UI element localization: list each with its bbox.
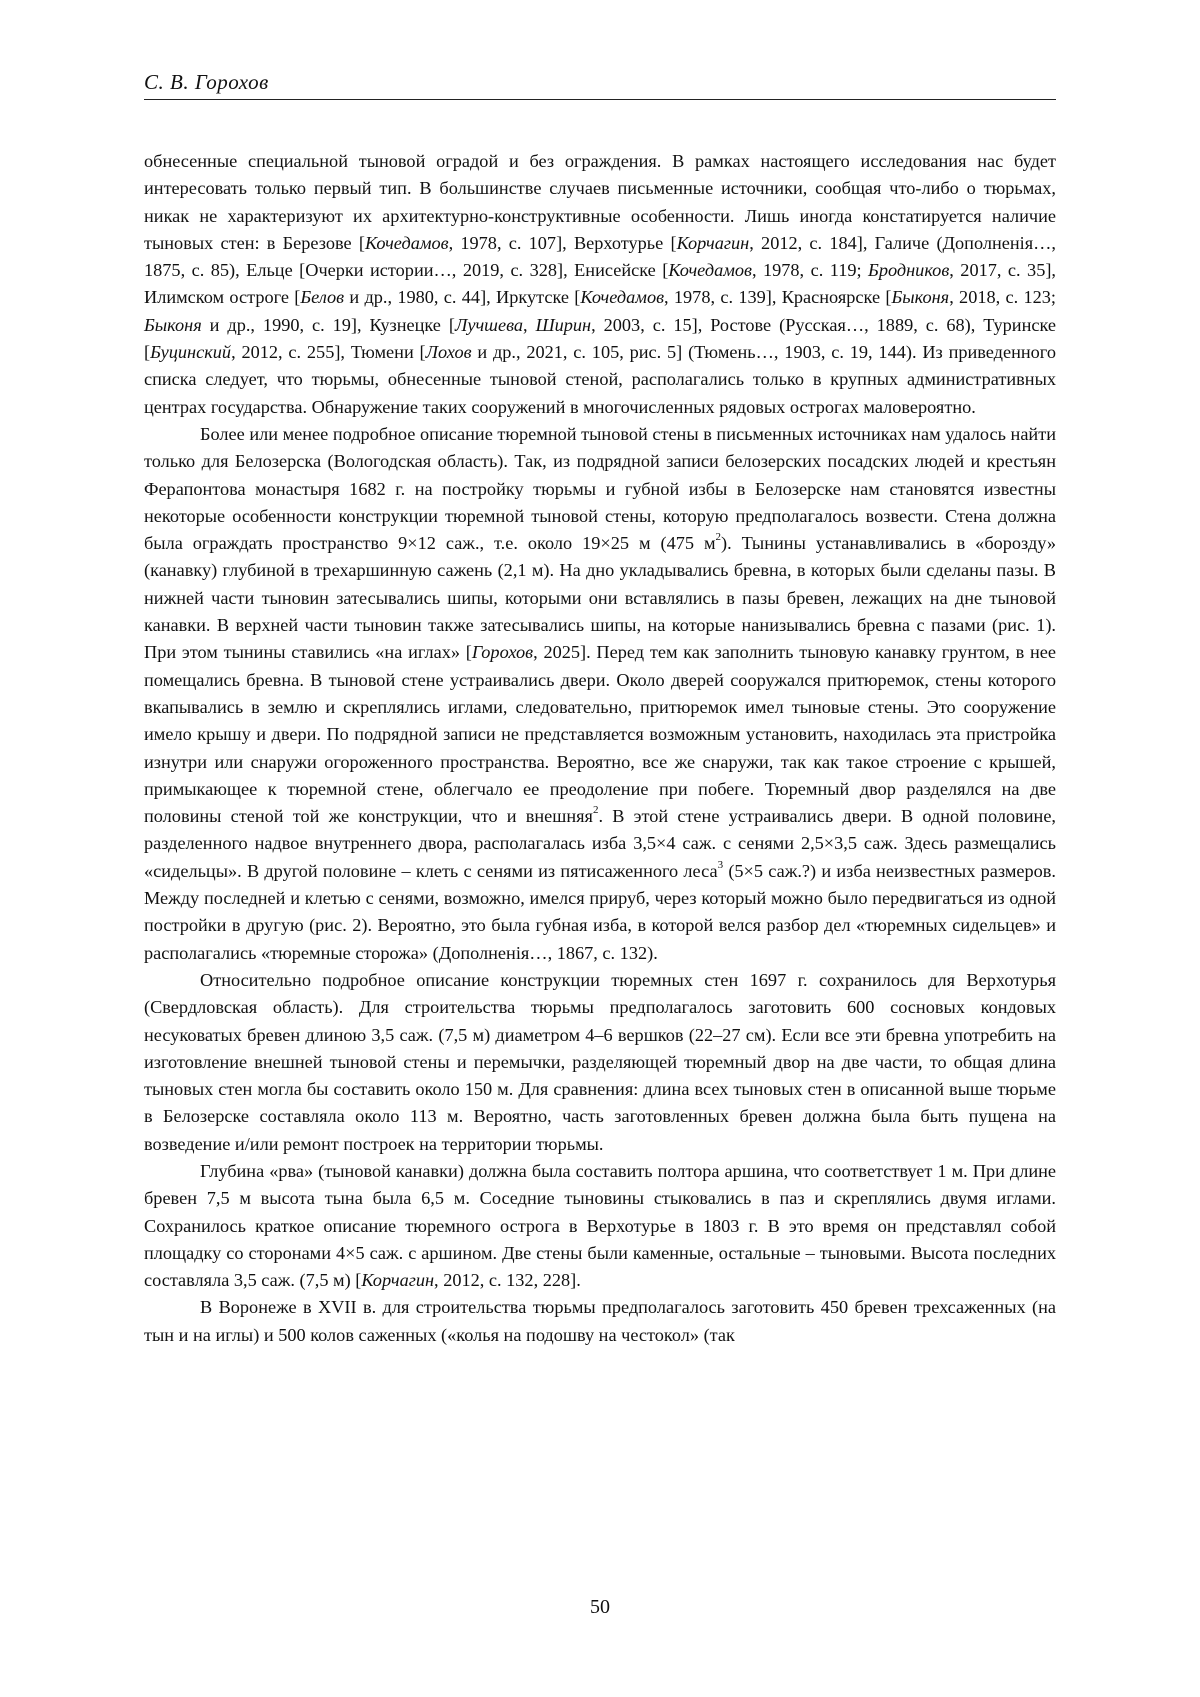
text-run: и др., 1990, с. 19], Кузнецке [ — [201, 314, 455, 335]
citation-author: Корчагин — [676, 232, 750, 253]
citation-author: Белов — [300, 287, 345, 308]
text-run: , 2025]. Перед тем как заполнить тыновую канавку грунтом, в нее помещались бревна. В тыновой стене устраивались двери. Около дверей сооружался притюремок, стены которого вкапывались в землю и скреплялись иглами, следовательно, притюремок имел тыновые стены. Это сооружение имело крышу и двери. По подрядной записи не представляется возможным установить, находилась эта пристройка изнутри или снаружи огороженного пространства. Вероятно, все же снаружи, так как такое строение с крышей, примыкающее к тюремной стене, облегчало ее преодоление при побеге. Тюремный двор разделялся на две половины стеной той же конструкции, что и внешняя — [144, 642, 1056, 827]
citation-author: Кочедамов — [668, 260, 752, 281]
citation-author: Быконя — [891, 287, 950, 308]
text-run: , 2012, с. 184], Галиче (Дополненія…, 1875, с. 85), Ельце [Очерки истории…, 2019, с. 328], Енисейске [ — [144, 232, 1056, 281]
paragraph — [144, 1294, 1056, 1349]
text-run: В Воронеже в XVII в. для строительства тюрьмы предполагалось заготовить 450 бревен трехсаженных (на тын и на иглы) и 500 колов саженных («колья на подошву на честокол» (так — [144, 1297, 1056, 1345]
superscript: 2 — [592, 804, 599, 817]
text-run: , 1978, с. 107], Верхотурье [ — [448, 232, 677, 253]
article-body — [144, 148, 1056, 1349]
text-run: ). Тынины устанавливались в «борозду» (канавку) глубиной в трехаршинную сажень (2,1 м). На дно укладывались бревна, в которых были сделаны пазы. В нижней части тыновин затесывались шипы, которыми они вставлялись в пазы бревен, лежащих на дне тыновой канавки. В верхней части тыновин также затесывались шипы, на которые нанизывались бревна с пазами (рис. 1). При этом тынины ставились «на иглах» [ — [144, 533, 1056, 663]
text-run: , 2018, с. 123; — [949, 287, 1056, 308]
text-run: , 2017, с. 35], Илимском остроге [ — [144, 260, 1056, 308]
citation-author: Ширин — [535, 314, 592, 335]
paragraph — [144, 1158, 1056, 1294]
text-run: , 1978, с. 119; — [751, 260, 869, 281]
header-author: С. В. Горохов — [144, 70, 269, 94]
citation-author: Быконя — [144, 314, 202, 335]
text-run: Более или менее подробное описание тюремной тыновой стены в письменных источниках нам удалось найти только для Белозерска (Вологодская область). Так, из подрядной записи белозерских посадских людей и крестьян Ферапонтова монастыря 1682 г. на постройку тюрьмы и губной избы в Белозерске нам становятся известны некоторые особенности конструкции тюремной тыновой стены, которую предполагалось возвести. Стена должна была ограждать пространство 9×12 саж., т.е. около 19×25 м (475 м — [144, 423, 1056, 554]
paragraph — [144, 421, 1056, 967]
superscript: 3 — [717, 858, 724, 871]
text-run: обнесенные специальной тыновой оградой и без ограждения. В рамках настоящего исследования нас будет интересовать только первый тип. В большинстве случаев письменные источники, сообщая что-либо о тюрьмах, никак не характеризуют их архитектурно-конструктивные особенности. Лишь иногда констатируется наличие тыновых стен: в Березове [ — [144, 151, 1056, 253]
text-run: Глубина «рва» (тыновой канавки) должна была составить полтора аршина, что соответствует 1 м. При длине бревен 7,5 м высота тына была 6,5 м. Соседние тыновины стыковались в паз и скреплялись двумя иглами. Сохранилось краткое описание тюремного острога в Верхотурье в 1803 г. В это время он представлял собой площадку со сторонами 4×5 саж. с аршином. Две стены были каменные, остальные – тыновыми. Высота последних составляла 3,5 саж. (7,5 м) [ — [144, 1160, 1056, 1291]
paragraph — [144, 967, 1056, 1158]
text-run: , 1978, с. 139], Красноярске [ — [664, 287, 892, 308]
text-run: , 2012, с. 255], Тюмени [ — [231, 342, 426, 363]
text-run: (5×5 саж.?) и изба неизвестных размеров. Между последней и клетью с сенями, возможно, имелся прируб, через который можно было передвигаться из одной постройки в другую (рис. 2). Вероятно, это была губная изба, в которой велся разбор дел «тюремных сидельцев» и располагались «тюремные сторожа» (Дополненія…, 1867, с. 132). — [144, 860, 1056, 963]
citation-author: Горохов — [471, 642, 534, 663]
paragraph — [144, 148, 1056, 421]
superscript: 2 — [715, 531, 722, 544]
text-run: и др., 1980, с. 44], Иркутске [ — [344, 287, 581, 308]
citation-author: Кочедамов — [580, 287, 665, 308]
citation-author: Лучшева — [454, 314, 524, 335]
citation-author: Буцинский — [150, 342, 232, 363]
page-number: 50 — [590, 1596, 610, 1618]
text-run: . В этой стене устраивались двери. В одной половине, разделенного надвое внутреннего двора, располагалась изба 3,5×4 саж. с сенями 2,5×3,5 саж. Здесь размещались «сидельцы». В другой половине – клеть с сенями из пятисаженного леса — [144, 806, 1057, 881]
citation-author: Кочедамов — [364, 232, 449, 253]
running-header — [144, 70, 1056, 100]
text-run: , 2003, с. 15], Ростове (Русская…, 1889, с. 68), Туринске [ — [144, 314, 1057, 363]
text-run: , — [523, 314, 536, 335]
citation-author: Лохов — [425, 342, 472, 363]
text-run: , 2012, с. 132, 228]. — [434, 1270, 581, 1291]
citation-author: Бродников — [868, 260, 950, 281]
text-run: Относительно подробное описание конструкции тюремных стен 1697 г. сохранилось для Верхотурья (Свердловская область). Для строительства тюрьмы предполагалось заготовить 600 сосновых кондовых несуковатых бревен длиною 3,5 саж. (7,5 м) диаметром 4–6 вершков (22–27 см). Если все эти бревна употребить на изготовление внешней тыновой стены и перемычки, разделяющей тюремный двор на две части, то общая длина тыновых стен могла бы составить около 150 м. Для сравнения: длина всех тыновых стен в описанной выше тюрьме в Белозерске составляла около 113 м. Вероятно, часть заготовленных бревен должна была быть пущена на возведение и/или ремонт построек на территории тюрьмы. — [144, 969, 1056, 1154]
citation-author: Корчагин — [361, 1270, 435, 1291]
text-run: и др., 2021, с. 105, рис. 5] (Тюмень…, 1903, с. 19, 144). Из приведенного списка следует, что тюрьмы, обнесенные тыновой стеной, располагались только в крупных административных центрах государства. Обнаружение таких сооружений в многочисленных рядовых острогах маловероятно. — [144, 342, 1056, 417]
